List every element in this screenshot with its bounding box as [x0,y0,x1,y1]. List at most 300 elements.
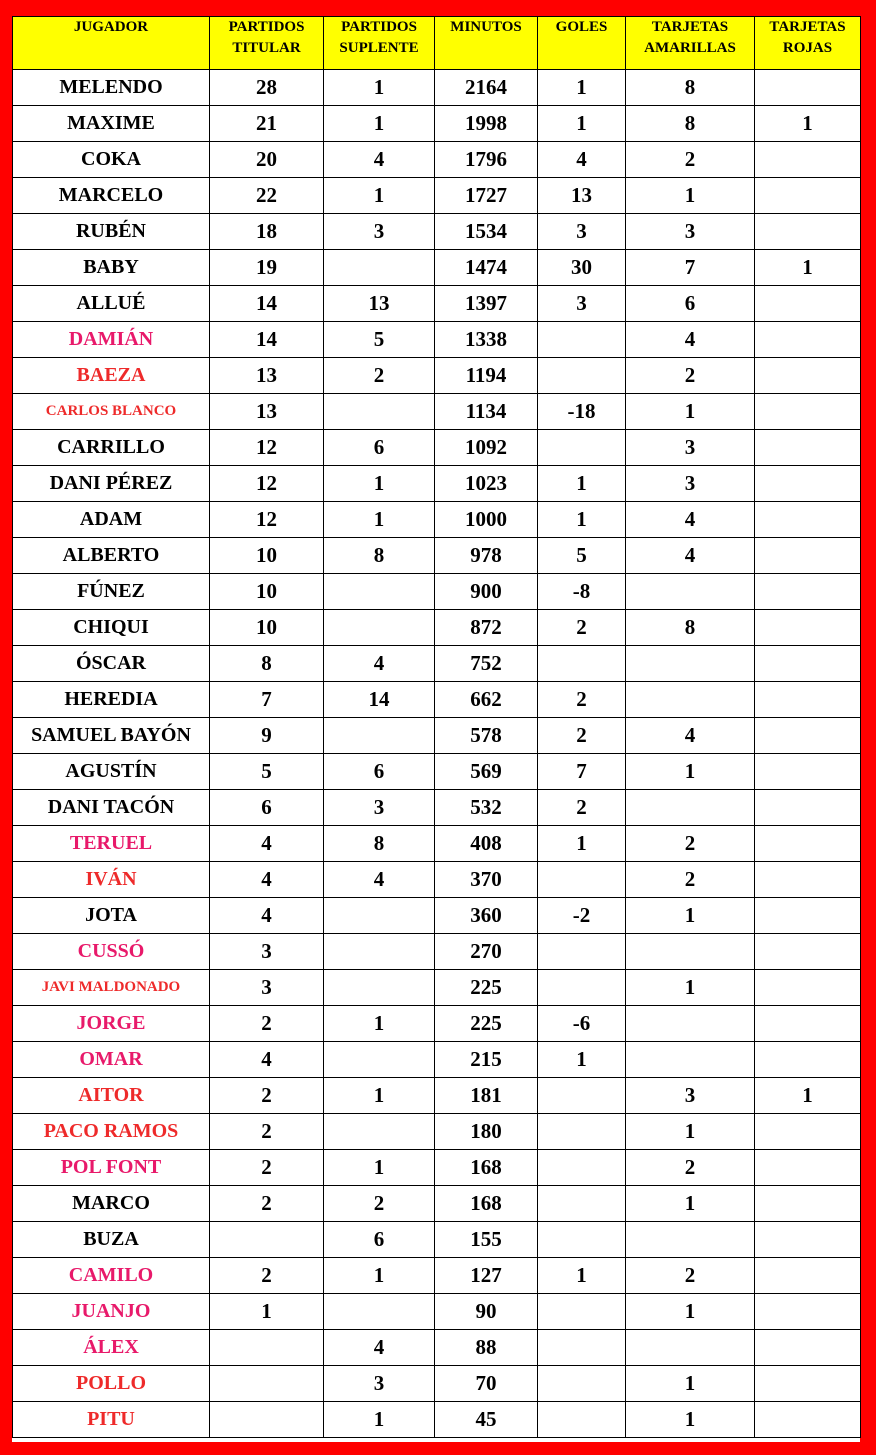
tarjetas-rojas-cell [755,862,861,898]
player-name: ÁLEX [13,1330,210,1366]
minutos-cell: 88 [435,1330,538,1366]
table-row [13,898,861,934]
partidos-titular-cell: 14 [210,286,324,322]
header-jugador: JUGADOR [13,17,210,70]
partidos-titular-cell: 4 [210,1042,324,1078]
table-row [13,106,861,142]
tarjetas-amarillas-cell [626,1006,755,1042]
player-stats-table [12,16,861,1438]
goles-cell: -2 [538,898,626,934]
minutos-cell: 168 [435,1186,538,1222]
player-name: ALLUÉ [13,286,210,322]
player-name: HEREDIA [13,682,210,718]
tarjetas-rojas-cell [755,1114,861,1150]
goles-cell: 1 [538,826,626,862]
tarjetas-amarillas-cell: 3 [626,214,755,250]
player-name: MELENDO [13,70,210,106]
tarjetas-rojas-cell [755,394,861,430]
partidos-titular-cell: 9 [210,718,324,754]
tarjetas-rojas-cell [755,1366,861,1402]
tarjetas-amarillas-cell: 2 [626,142,755,178]
player-name: JORGE [13,1006,210,1042]
tarjetas-rojas-cell [755,718,861,754]
tarjetas-amarillas-cell [626,646,755,682]
tarjetas-rojas-cell [755,1294,861,1330]
player-name: DANI PÉREZ [13,466,210,502]
partidos-suplente-cell: 14 [324,682,435,718]
partidos-titular-cell: 19 [210,250,324,286]
minutos-cell: 1727 [435,178,538,214]
player-name: CAMILO [13,1258,210,1294]
partidos-suplente-cell: 1 [324,1258,435,1294]
player-name: POL FONT [13,1150,210,1186]
goles-cell [538,934,626,970]
tarjetas-amarillas-cell: 6 [626,286,755,322]
partidos-titular-cell: 5 [210,754,324,790]
partidos-suplente-cell: 6 [324,1222,435,1258]
minutos-cell: 127 [435,1258,538,1294]
partidos-suplente-cell: 3 [324,1366,435,1402]
partidos-suplente-cell: 3 [324,214,435,250]
player-name: DANI TACÓN [13,790,210,826]
goles-cell [538,1078,626,1114]
goles-cell [538,358,626,394]
partidos-suplente-cell: 2 [324,358,435,394]
minutos-cell: 1397 [435,286,538,322]
partidos-titular-cell [210,1330,324,1366]
partidos-titular-cell: 2 [210,1258,324,1294]
minutos-cell: 1023 [435,466,538,502]
partidos-titular-cell: 12 [210,430,324,466]
table-row [13,574,861,610]
table-row [13,322,861,358]
partidos-suplente-cell: 8 [324,538,435,574]
partidos-suplente-cell: 4 [324,862,435,898]
partidos-suplente-cell: 1 [324,1150,435,1186]
table-row [13,610,861,646]
player-name: CARLOS BLANCO [13,394,210,430]
table-row [13,538,861,574]
tarjetas-rojas-cell [755,898,861,934]
goles-cell: 3 [538,286,626,322]
player-name: AITOR [13,1078,210,1114]
partidos-titular-cell: 3 [210,970,324,1006]
tarjetas-amarillas-cell [626,934,755,970]
tarjetas-amarillas-cell: 3 [626,466,755,502]
table-row [13,1186,861,1222]
partidos-titular-cell: 1 [210,1294,324,1330]
player-name: BAEZA [13,358,210,394]
goles-cell: 13 [538,178,626,214]
tarjetas-rojas-cell [755,1222,861,1258]
tarjetas-amarillas-cell: 1 [626,754,755,790]
minutos-cell: 370 [435,862,538,898]
tarjetas-rojas-cell: 1 [755,106,861,142]
partidos-titular-cell: 2 [210,1078,324,1114]
table-row [13,70,861,106]
goles-cell [538,970,626,1006]
tarjetas-amarillas-cell: 3 [626,430,755,466]
tarjetas-rojas-cell [755,1186,861,1222]
table-row [13,1294,861,1330]
minutos-cell: 270 [435,934,538,970]
player-name: COKA [13,142,210,178]
partidos-suplente-cell: 1 [324,502,435,538]
goles-cell: 1 [538,502,626,538]
tarjetas-amarillas-cell: 1 [626,178,755,214]
minutos-cell: 872 [435,610,538,646]
tarjetas-rojas-cell [755,682,861,718]
partidos-titular-cell: 7 [210,682,324,718]
tarjetas-amarillas-cell: 4 [626,322,755,358]
goles-cell: -6 [538,1006,626,1042]
minutos-cell: 1474 [435,250,538,286]
partidos-titular-cell [210,1366,324,1402]
tarjetas-rojas-cell [755,538,861,574]
tarjetas-amarillas-cell: 1 [626,1186,755,1222]
player-name: JAVI MALDONADO [13,970,210,1006]
minutos-cell: 181 [435,1078,538,1114]
table-row [13,1366,861,1402]
minutos-cell: 1534 [435,214,538,250]
partidos-suplente-cell: 1 [324,1006,435,1042]
minutos-cell: 752 [435,646,538,682]
table-row [13,970,861,1006]
partidos-suplente-cell: 1 [324,178,435,214]
tarjetas-rojas-cell [755,610,861,646]
player-name: BABY [13,250,210,286]
partidos-suplente-cell: 1 [324,106,435,142]
table-row [13,502,861,538]
partidos-titular-cell: 13 [210,394,324,430]
tarjetas-rojas-cell [755,466,861,502]
tarjetas-amarillas-cell: 8 [626,70,755,106]
goles-cell: 1 [538,70,626,106]
tarjetas-amarillas-cell: 7 [626,250,755,286]
partidos-suplente-cell [324,1114,435,1150]
partidos-suplente-cell [324,718,435,754]
tarjetas-rojas-cell [755,646,861,682]
tarjetas-amarillas-cell: 2 [626,826,755,862]
goles-cell [538,1222,626,1258]
goles-cell [538,1402,626,1438]
partidos-suplente-cell: 3 [324,790,435,826]
minutos-cell: 70 [435,1366,538,1402]
tarjetas-rojas-cell [755,754,861,790]
partidos-titular-cell: 2 [210,1114,324,1150]
partidos-titular-cell: 10 [210,610,324,646]
minutos-cell: 225 [435,1006,538,1042]
table-row [13,1402,861,1438]
player-name: DAMIÁN [13,322,210,358]
goles-cell: 1 [538,1258,626,1294]
goles-cell [538,1330,626,1366]
partidos-titular-cell: 21 [210,106,324,142]
goles-cell: 4 [538,142,626,178]
player-name: PACO RAMOS [13,1114,210,1150]
goles-cell: 2 [538,682,626,718]
tarjetas-rojas-cell [755,934,861,970]
player-name: TERUEL [13,826,210,862]
partidos-titular-cell: 13 [210,358,324,394]
tarjetas-rojas-cell [755,322,861,358]
tarjetas-rojas-cell [755,970,861,1006]
player-name: ÓSCAR [13,646,210,682]
goles-cell: 5 [538,538,626,574]
tarjetas-amarillas-cell: 4 [626,538,755,574]
player-name: ALBERTO [13,538,210,574]
header-row [13,17,861,70]
partidos-suplente-cell [324,1294,435,1330]
table-row [13,1258,861,1294]
tarjetas-rojas-cell [755,1330,861,1366]
minutos-cell: 578 [435,718,538,754]
partidos-suplente-cell [324,574,435,610]
table-row [13,1006,861,1042]
minutos-cell: 900 [435,574,538,610]
header-goles: GOLES [538,17,626,70]
tarjetas-amarillas-cell: 8 [626,106,755,142]
minutos-cell: 1338 [435,322,538,358]
player-name: CHIQUI [13,610,210,646]
tarjetas-amarillas-cell: 4 [626,718,755,754]
table-row [13,646,861,682]
player-name: JOTA [13,898,210,934]
table-row [13,754,861,790]
minutos-cell: 1998 [435,106,538,142]
header-tarjetas-rojas: TARJETAS ROJAS [755,17,861,70]
header-tarjetas-amarillas: TARJETAS AMARILLAS [626,17,755,70]
partidos-titular-cell: 8 [210,646,324,682]
tarjetas-amarillas-cell [626,790,755,826]
minutos-cell: 168 [435,1150,538,1186]
tarjetas-amarillas-cell [626,574,755,610]
partidos-suplente-cell [324,394,435,430]
tarjetas-amarillas-cell: 1 [626,1366,755,1402]
tarjetas-amarillas-cell: 2 [626,1258,755,1294]
minutos-cell: 1194 [435,358,538,394]
partidos-titular-cell: 2 [210,1006,324,1042]
player-name: POLLO [13,1366,210,1402]
partidos-titular-cell: 2 [210,1186,324,1222]
partidos-titular-cell: 28 [210,70,324,106]
goles-cell: 2 [538,718,626,754]
table-row [13,430,861,466]
goles-cell: 1 [538,1042,626,1078]
tarjetas-rojas-cell [755,574,861,610]
goles-cell: 2 [538,610,626,646]
tarjetas-rojas-cell: 1 [755,250,861,286]
partidos-titular-cell: 4 [210,826,324,862]
table-row [13,358,861,394]
table-row [13,178,861,214]
tarjetas-amarillas-cell: 4 [626,502,755,538]
goles-cell [538,862,626,898]
tarjetas-rojas-cell [755,826,861,862]
partidos-titular-cell: 6 [210,790,324,826]
partidos-suplente-cell: 2 [324,1186,435,1222]
tarjetas-rojas-cell [755,214,861,250]
partidos-suplente-cell: 13 [324,286,435,322]
player-name: PITU [13,1402,210,1438]
partidos-suplente-cell: 1 [324,70,435,106]
partidos-suplente-cell [324,250,435,286]
table-row [13,934,861,970]
goles-cell: 3 [538,214,626,250]
tarjetas-rojas-cell [755,358,861,394]
partidos-titular-cell: 12 [210,502,324,538]
tarjetas-rojas-cell: 1 [755,1078,861,1114]
partidos-titular-cell: 3 [210,934,324,970]
tarjetas-amarillas-cell [626,1042,755,1078]
minutos-cell: 90 [435,1294,538,1330]
tarjetas-amarillas-cell: 2 [626,358,755,394]
partidos-suplente-cell: 1 [324,1402,435,1438]
partidos-suplente-cell [324,1042,435,1078]
tarjetas-amarillas-cell: 1 [626,898,755,934]
table-row [13,1078,861,1114]
tarjetas-amarillas-cell: 1 [626,1114,755,1150]
partidos-suplente-cell [324,898,435,934]
partidos-suplente-cell [324,970,435,1006]
tarjetas-amarillas-cell [626,682,755,718]
tarjetas-amarillas-cell: 8 [626,610,755,646]
minutos-cell: 1000 [435,502,538,538]
partidos-titular-cell: 2 [210,1150,324,1186]
minutos-cell: 1134 [435,394,538,430]
player-name: SAMUEL BAYÓN [13,718,210,754]
tarjetas-rojas-cell [755,142,861,178]
goles-cell: -8 [538,574,626,610]
table-row [13,826,861,862]
stats-sheet [12,16,860,1442]
table-row [13,142,861,178]
minutos-cell: 532 [435,790,538,826]
tarjetas-amarillas-cell: 1 [626,394,755,430]
goles-cell: 1 [538,106,626,142]
table-row [13,1114,861,1150]
partidos-titular-cell: 10 [210,538,324,574]
player-name: RUBÉN [13,214,210,250]
table-row [13,286,861,322]
table-row [13,466,861,502]
tarjetas-rojas-cell [755,286,861,322]
tarjetas-rojas-cell [755,1258,861,1294]
minutos-cell: 2164 [435,70,538,106]
minutos-cell: 662 [435,682,538,718]
tarjetas-amarillas-cell [626,1330,755,1366]
goles-cell: 2 [538,790,626,826]
partidos-titular-cell [210,1402,324,1438]
goles-cell: 1 [538,466,626,502]
player-name: CUSSÓ [13,934,210,970]
player-name: OMAR [13,1042,210,1078]
partidos-suplente-cell: 4 [324,142,435,178]
goles-cell [538,430,626,466]
partidos-suplente-cell: 6 [324,430,435,466]
partidos-suplente-cell: 8 [324,826,435,862]
table-row [13,1150,861,1186]
goles-cell [538,1186,626,1222]
table-row [13,1042,861,1078]
minutos-cell: 978 [435,538,538,574]
partidos-suplente-cell [324,934,435,970]
partidos-suplente-cell: 4 [324,1330,435,1366]
minutos-cell: 225 [435,970,538,1006]
player-name: CARRILLO [13,430,210,466]
player-name: BUZA [13,1222,210,1258]
partidos-titular-cell: 10 [210,574,324,610]
minutos-cell: 408 [435,826,538,862]
tarjetas-rojas-cell [755,430,861,466]
tarjetas-rojas-cell [755,1042,861,1078]
player-name: ADAM [13,502,210,538]
tarjetas-amarillas-cell: 1 [626,1402,755,1438]
goles-cell: 30 [538,250,626,286]
goles-cell [538,1294,626,1330]
goles-cell: -18 [538,394,626,430]
header-partidos-suplente: PARTIDOS SUPLENTE [324,17,435,70]
header-partidos-titular: PARTIDOS TITULAR [210,17,324,70]
table-row [13,1222,861,1258]
table-row [13,394,861,430]
tarjetas-rojas-cell [755,178,861,214]
table-row [13,1330,861,1366]
goles-cell [538,646,626,682]
minutos-cell: 45 [435,1402,538,1438]
partidos-titular-cell: 4 [210,898,324,934]
table-row [13,718,861,754]
minutos-cell: 180 [435,1114,538,1150]
tarjetas-amarillas-cell: 2 [626,1150,755,1186]
goles-cell [538,1366,626,1402]
table-row [13,790,861,826]
partidos-suplente-cell [324,610,435,646]
tarjetas-amarillas-cell [626,1222,755,1258]
partidos-suplente-cell: 1 [324,1078,435,1114]
partidos-titular-cell: 12 [210,466,324,502]
tarjetas-rojas-cell [755,1402,861,1438]
minutos-cell: 215 [435,1042,538,1078]
tarjetas-amarillas-cell: 1 [626,970,755,1006]
player-name: IVÁN [13,862,210,898]
minutos-cell: 155 [435,1222,538,1258]
table-row [13,214,861,250]
header-minutos: MINUTOS [435,17,538,70]
partidos-titular-cell: 22 [210,178,324,214]
minutos-cell: 569 [435,754,538,790]
minutos-cell: 360 [435,898,538,934]
tarjetas-rojas-cell [755,502,861,538]
goles-cell: 7 [538,754,626,790]
tarjetas-amarillas-cell: 3 [626,1078,755,1114]
partidos-titular-cell [210,1222,324,1258]
partidos-suplente-cell: 1 [324,466,435,502]
table-row [13,862,861,898]
partidos-suplente-cell: 5 [324,322,435,358]
table-body [13,70,861,1438]
partidos-suplente-cell: 6 [324,754,435,790]
goles-cell [538,1150,626,1186]
player-name: MARCELO [13,178,210,214]
tarjetas-amarillas-cell: 1 [626,1294,755,1330]
player-name: FÚNEZ [13,574,210,610]
tarjetas-rojas-cell [755,1150,861,1186]
tarjetas-rojas-cell [755,1006,861,1042]
partidos-titular-cell: 18 [210,214,324,250]
partidos-titular-cell: 4 [210,862,324,898]
minutos-cell: 1796 [435,142,538,178]
